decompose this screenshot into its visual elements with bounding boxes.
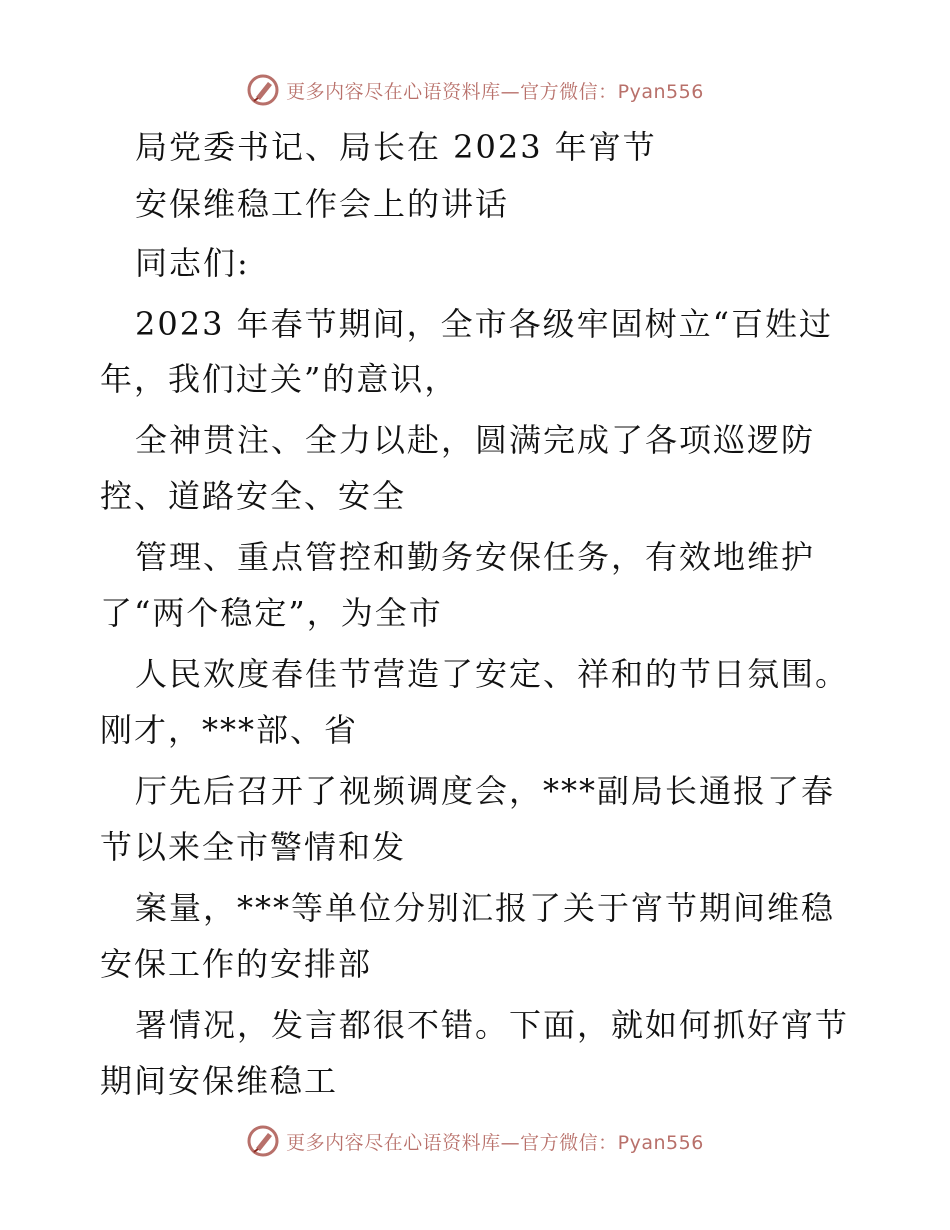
body-line: 人民欢度春佳节营造了安定、祥和的节日氛围。 [135,655,850,693]
footer-watermark [0,1121,950,1161]
header-watermark-text: 更多内容尽在心语资料库—官方微信：Pyan556 [286,80,704,103]
salutation: 同志们: [135,244,250,282]
body-line: 刚才，***部、省 [100,711,359,749]
body-line: 2023 年春节期间，全市各级牢固树立“百姓过 [135,305,833,343]
body-line: 年，我们过关”的意识， [100,360,459,398]
body-line: 署情况，发言都很不错。下面，就如何抓好宵节 [135,1006,850,1044]
body-line: 管理、重点管控和勤务安保任务，有效地维护 [135,538,816,576]
body-line: 控、道路安全、安全 [100,477,407,515]
body-line: 了“两个稳定”，为全市 [100,594,443,632]
pen-seal-logo-icon [246,1124,280,1158]
header-watermark [0,70,950,110]
body-line: 厅先后召开了视频调度会，***副局长通报了春 [135,772,836,810]
body-line: 全神贯注、全力以赴，圆满完成了各项巡逻防 [135,421,816,459]
title-line-1: 局党委书记、局长在 2023 年宵节 [135,128,657,166]
pen-seal-logo-icon [246,73,280,107]
body-line: 期间安保维稳工 [100,1062,339,1100]
body-line: 案量，***等单位分别汇报了关于宵节期间维稳 [135,889,836,927]
footer-watermark-text: 更多内容尽在心语资料库—官方微信：Pyan556 [286,1131,704,1154]
body-line: 安保工作的安排部 [100,945,373,983]
body-line: 节以来全市警情和发 [100,828,407,866]
title-line-2: 安保维稳工作会上的讲话 [135,185,510,223]
